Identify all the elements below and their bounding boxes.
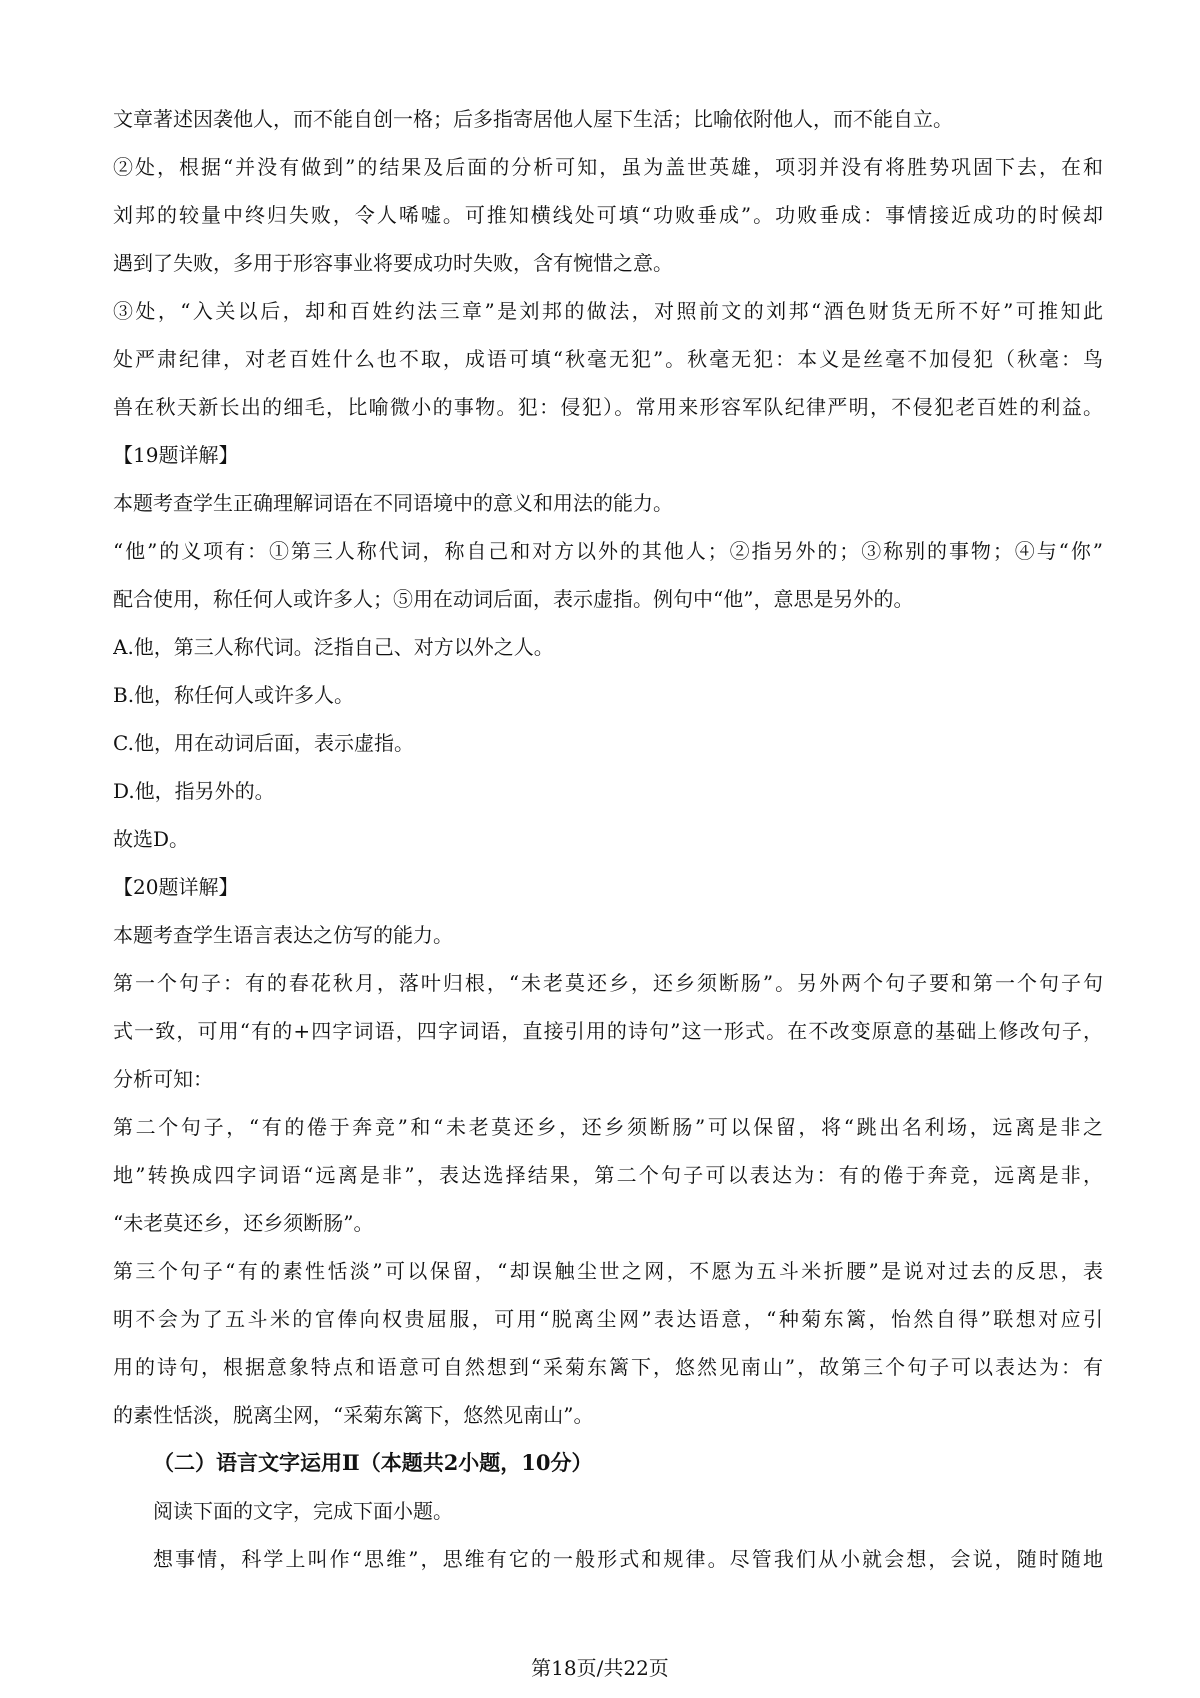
text-line: 遇到了失败，多用于形容事业将要成功时失败，含有惋惜之意。 — [113, 251, 673, 275]
text-line: 本题考查学生语言表达之仿写的能力。 — [113, 923, 453, 947]
text-line: ②处，根据“并没有做到”的结果及后面的分析可知，虽为盖世英雄，项羽并没有将胜势巩固下去，在和 — [113, 155, 1103, 179]
text-line: 第二个句子，“有的倦于奔竞”和“未老莫还乡，还乡须断肠”可以保留，将“跳出名利场，远离是非之 — [113, 1115, 1103, 1139]
text-line: “未老莫还乡，还乡须断肠”。 — [113, 1211, 374, 1235]
text-line: C.他，用在动词后面，表示虚指。 — [113, 731, 414, 755]
text-line: “他”的义项有：①第三人称代词，称自己和对方以外的其他人；②指另外的；③称别的事物；④与“你” — [113, 539, 1103, 563]
text-line: 【19题详解】 — [113, 443, 239, 467]
passage-text-line: 想事情，科学上叫作“思维”，思维有它的一般形式和规律。尽管我们从小就会想，会说，随时随地 — [153, 1547, 1103, 1571]
text-line: 故选D。 — [113, 827, 190, 851]
text-line: 用的诗句，根据意象特点和语意可自然想到“采菊东篱下，悠然见南山”，故第三个句子可以表达为：有 — [113, 1355, 1103, 1379]
text-line: 【20题详解】 — [113, 875, 239, 899]
document-body — [113, 95, 1103, 1583]
page-number-footer: 第18页/共22页 — [531, 1656, 669, 1680]
text-line: 明不会为了五斗米的官俸向权贵屈服，可用“脱离尘网”表达语意，“种菊东篱，怡然自得”联想对应引 — [113, 1307, 1103, 1331]
text-line: 文章著述因袭他人，而不能自创一格；后多指寄居他人屋下生活；比喻依附他人，而不能自立。 — [113, 107, 953, 131]
text-line: 处严肃纪律，对老百姓什么也不取，成语可填“秋毫无犯”。秋毫无犯：本义是丝毫不加侵犯（秋毫：鸟 — [113, 347, 1103, 371]
text-line: D.他，指另外的。 — [113, 779, 275, 803]
text-line: 第一个句子：有的春花秋月，落叶归根，“未老莫还乡，还乡须断肠”。另外两个句子要和第一个句子句 — [113, 971, 1103, 995]
text-line: A.他，第三人称代词。泛指自己、对方以外之人。 — [113, 635, 554, 659]
text-line: 兽在秋天新长出的细毛，比喻微小的事物。犯：侵犯）。常用来形容军队纪律严明，不侵犯老百姓的利益。 — [113, 395, 1103, 419]
reading-instruction: 阅读下面的文字，完成下面小题。 — [153, 1499, 453, 1523]
text-line: 配合使用，称任何人或许多人；⑤用在动词后面，表示虚指。例句中“他”，意思是另外的。 — [113, 587, 914, 611]
section-heading: （二）语言文字运用Ⅱ（本题共2小题，10分） — [153, 1450, 593, 1475]
text-line: 式一致，可用“有的+四字词语，四字词语，直接引用的诗句”这一形式。在不改变原意的基础上修改句子， — [113, 1019, 1103, 1043]
text-line: B.他，称任何人或许多人。 — [113, 683, 355, 707]
text-line: 分析可知： — [113, 1067, 213, 1091]
text-line: 地”转换成四字词语“远离是非”，表达选择结果，第二个句子可以表达为：有的倦于奔竞，远离是非， — [113, 1163, 1103, 1187]
text-line: 的素性恬淡，脱离尘网，“采菊东篱下，悠然见南山”。 — [113, 1403, 594, 1427]
text-line: 本题考查学生正确理解词语在不同语境中的意义和用法的能力。 — [113, 491, 673, 515]
text-line: 第三个句子“有的素性恬淡”可以保留，“却误触尘世之网，不愿为五斗米折腰”是说对过去的反思，表 — [113, 1259, 1103, 1283]
text-line: ③处，“入关以后，却和百姓约法三章”是刘邦的做法，对照前文的刘邦“酒色财货无所不好”可推知此 — [113, 299, 1103, 323]
text-line: 刘邦的较量中终归失败，令人唏嘘。可推知横线处可填“功败垂成”。功败垂成：事情接近成功的时候却 — [113, 203, 1103, 227]
